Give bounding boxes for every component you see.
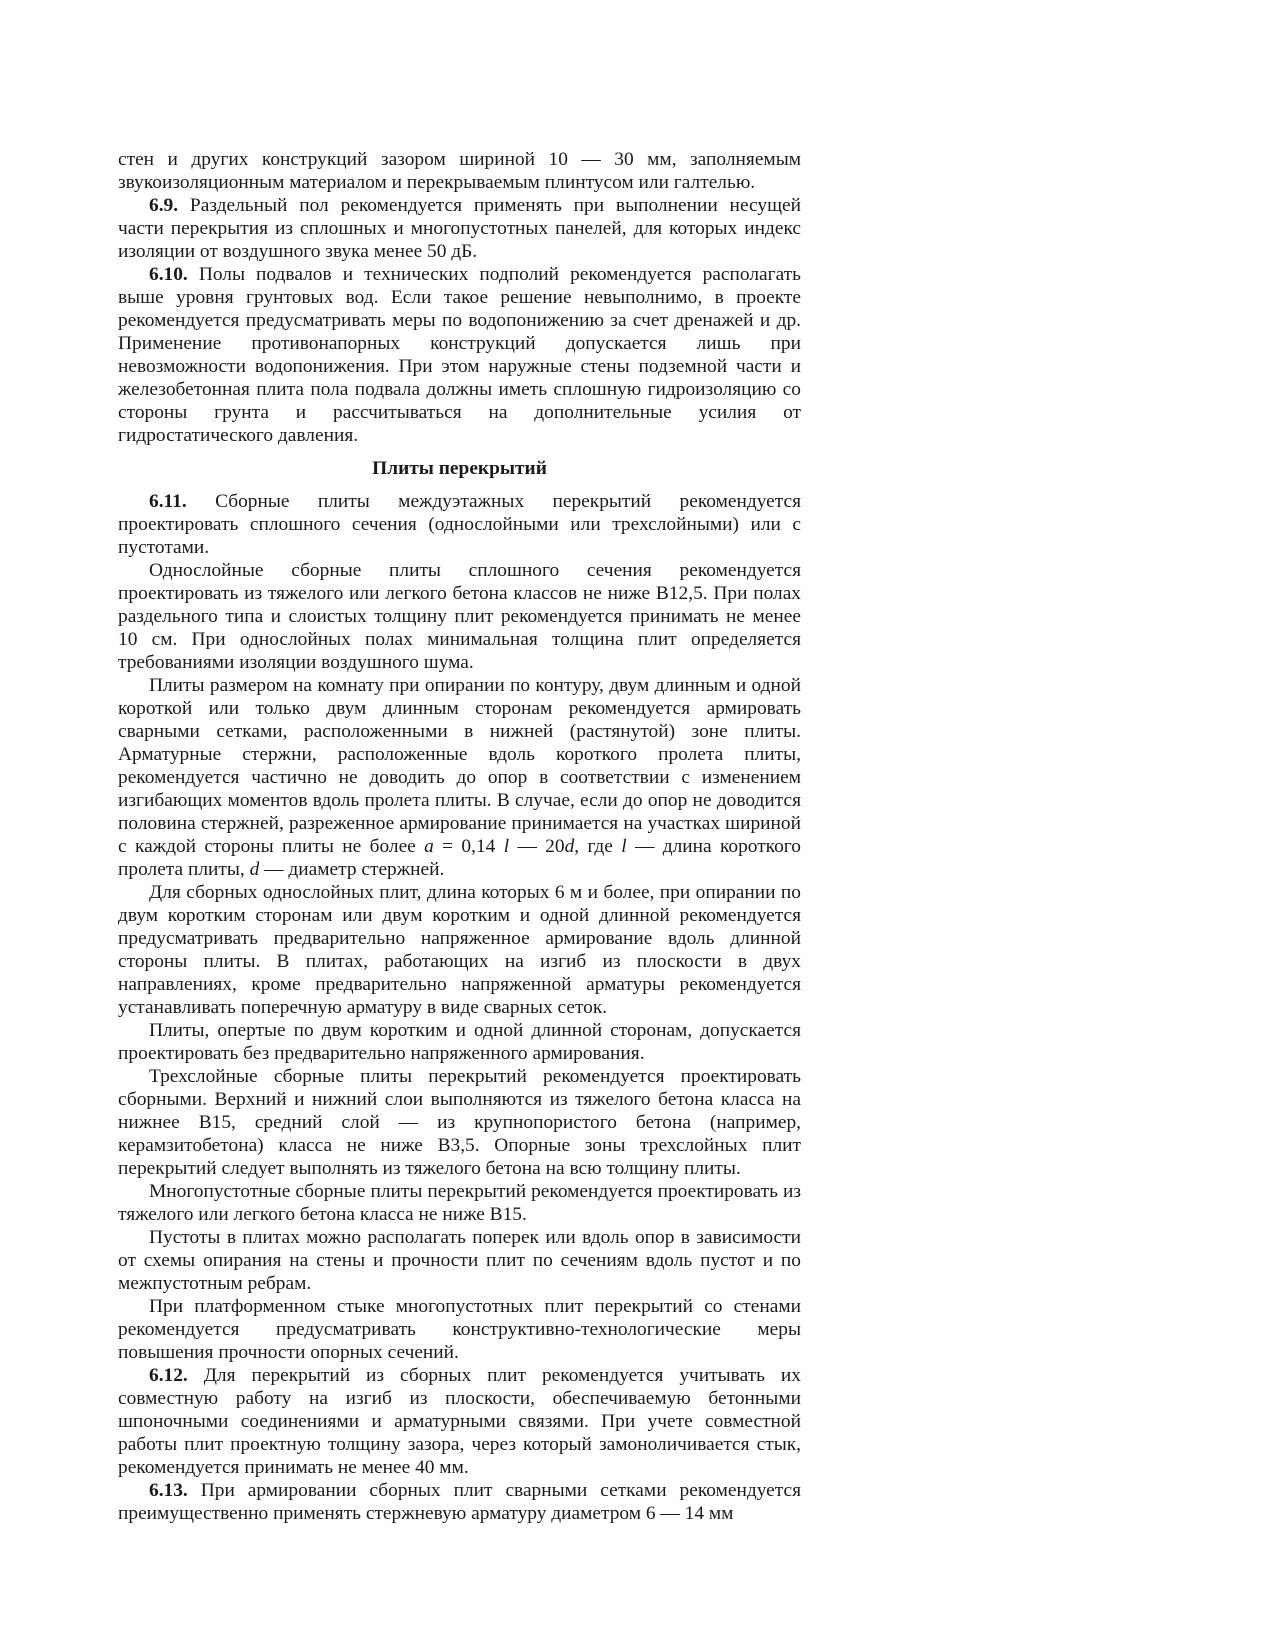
paragraph-text: — диаметр стержней. xyxy=(259,859,445,880)
paragraph-room-slabs xyxy=(118,674,801,881)
paragraph-text: Раздельный пол рекомендуется применять при выполнении несущей части перекрытия из сплошных и многопустотных панелей, для которых индекс изоляции от воздушного звука менее 50 дБ. xyxy=(118,195,801,262)
document-page xyxy=(118,148,801,1525)
paragraph-text: , где xyxy=(574,836,622,857)
clause-number: 6.12. xyxy=(149,1365,188,1386)
paragraph-text: При армировании сборных плит сварными сетками рекомендуется преимущественно применять стержневую арматуру диаметром 6 — 14 мм xyxy=(118,1480,801,1524)
formula-var-l: l xyxy=(503,836,510,857)
formula-var-d: d xyxy=(564,836,575,857)
paragraph-hollow-core: Многопустотные сборные плиты перекрытий рекомендуется проектировать из тяжелого или легкого бетона класса не ниже В15. xyxy=(118,1181,801,1225)
clause-number: 6.11. xyxy=(149,491,187,512)
formula-var-l: l xyxy=(621,836,627,857)
paragraph-6-13 xyxy=(118,1479,801,1525)
paragraph-6-11 xyxy=(118,490,801,559)
clause-number: 6.10. xyxy=(149,264,188,285)
paragraph-text: = 0,14 xyxy=(433,836,504,857)
paragraph-text: Плиты размером на комнату при опирании по контуру, двум длинным и одной короткой или только двум длинным сторонам рекомендуется армировать сварными сетками, расположенными в нижней (растянутой) зоне плиты. Арматурные стержни, расположенные вдоль короткого пролета плиты, рекомендуется частично не доводить до опор в соответствии с изменением изгибающих моментов вдоль пролета плиты. В случае, если до опор не доводится половина стержней, разреженное армирование принимается на участках шириной с каждой стороны плиты не более xyxy=(118,675,801,857)
paragraph-three-layer: Трехслойные сборные плиты перекрытий рекомендуется проектировать сборными. Верхний и нижний слои выполняются из тяжелого бетона класса на нижнее В15, средний слой — из крупнопористого бетона (например, керамзитобетона) класса не ниже В3,5. Опорные зоны трехслойных плит перекрытий следует выполнять из тяжелого бетона на всю толщину плиты. xyxy=(118,1066,801,1179)
section-heading: Плиты перекрытий xyxy=(372,458,547,479)
paragraph-continuation: стен и других конструкций зазором шириной 10 — 30 мм, заполняемым звукоизоляционным материалом и перекрываемым плинтусом или галтелью. xyxy=(118,149,801,193)
paragraph-platform-joint: При платформенном стыке многопустотных плит перекрытий со стенами рекомендуется предусматривать конструктивно-технологические меры повышения прочности опорных сечений. xyxy=(118,1296,801,1363)
paragraph-text: Сборные плиты междуэтажных перекрытий рекомендуется проектировать сплошного сечения (однослойными или трехслойными) или с пустотами. xyxy=(118,491,801,558)
paragraph-supported-slabs: Плиты, опертые по двум коротким и одной длинной сторонам, допускается проектировать без предварительно напряженного армирования. xyxy=(118,1020,801,1064)
paragraph-text: Полы подвалов и технических подполий рекомендуется располагать выше уровня грунтовых вод. Если такое решение невыполнимо, в проекте рекомендуется предусматривать меры по водопонижению за счет дренажей и др. Применение противонапорных конструкций допускается лишь при невозможности водопонижения. При этом наружные стены подземной части и железобетонная плита пола подвала должны иметь сплошную гидроизоляцию со стороны грунта и рассчитываться на дополнительные усилия от гидростатического давления. xyxy=(118,264,801,446)
formula-var-d: d xyxy=(249,859,260,880)
paragraph-text: — 20 xyxy=(509,836,565,857)
paragraph-voids: Пустоты в плитах можно располагать поперек или вдоль опор в зависимости от схемы опирания на стены и прочности плит по сечениям вдоль пустот и по межпустотным ребрам. xyxy=(118,1227,801,1294)
paragraph-single-layer: Однослойные сборные плиты сплошного сечения рекомендуется проектировать из тяжелого или легкого бетона классов не ниже В12,5. При полах раздельного типа и слоистых толщину плит рекомендуется принимать не менее 10 см. При однослойных полах минимальная толщина плит определяется требованиями изоляции воздушного шума. xyxy=(118,560,801,673)
clause-number: 6.9. xyxy=(149,195,179,216)
formula-var-a: a xyxy=(424,836,434,857)
paragraph-6-12 xyxy=(118,1364,801,1479)
paragraph-6-9 xyxy=(118,194,801,263)
paragraph-text: — длина короткого пролета плиты, xyxy=(118,836,801,880)
paragraph-6-10 xyxy=(118,263,801,447)
paragraph-text: Для перекрытий из сборных плит рекомендуется учитывать их совместную работу на изгиб из плоскости, обеспечиваемую бетонными шпоночными соединениями и арматурными связями. При учете совместной работы плит проектную толщину зазора, через который замоноличивается стык, рекомендуется принимать не менее 40 мм. xyxy=(118,1365,801,1478)
paragraph-prestressed: Для сборных однослойных плит, длина которых 6 м и более, при опирании по двум коротким сторонам или двум коротким и одной длинной рекомендуется предусматривать предварительно напряженное армирование вдоль длинной стороны плиты. В плитах, работающих на изгиб из плоскости в двух направлениях, кроме предварительно напряженной арматуры рекомендуется устанавливать поперечную арматуру в виде сварных сеток. xyxy=(118,882,801,1018)
clause-number: 6.13. xyxy=(149,1480,188,1501)
